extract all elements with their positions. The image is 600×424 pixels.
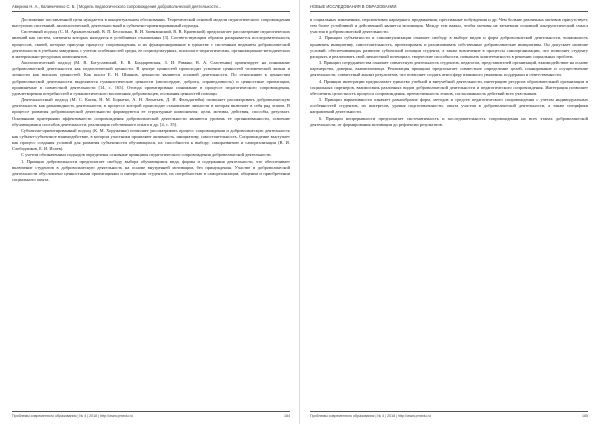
right-footer	[310, 411, 588, 418]
right-paragraph: 4. Принцип интеграции предполагает единство учебной и внеучебной деятельности, интеграцию ресурсов образовательной организации и социальных партнеров, взаимосвязь различных видов добровольческой деятельности и педагогического сопровождения. Интеграция позволяет обеспечить целостность процесса сопровождения, преемственность этапов, согласованность действий всех участников.	[310, 78, 588, 96]
right-footer-journal: Проблемы современного образования | № 4 | 2018 | http://www.pmedu.ru	[310, 414, 431, 418]
left-footer-journal: Проблемы современного образования | № 4 | 2018 | http://www.pmedu.ru	[12, 414, 133, 418]
right-page-number: 185	[582, 414, 588, 418]
right-running-head-text: НОВЫЕ ИССЛЕДОВАНИЯ В ОБРАЗОВАНИИ	[310, 4, 397, 9]
right-body-text	[310, 17, 588, 128]
left-paragraph: Системный подход (С. И. Архангельский, В. П. Беспалько, В. И. Загвязинский, В. В. Краевский) предполагает рассмотрение педагогических явлений как систем, элементы которых находятся в устойчивых отношениях [3]. Соответствующим образом раскрывается последовательность процессов, связей, которые присущи процессу сопровождения, и их функционирование в единстве с системным ведением добровольческой деятельности в учебном заведении, с учетом особенностей среды, ее социокультурных, психолого-педагогических, организационно-методических и материально-ресурсных компонентов.	[12, 29, 290, 59]
right-paragraph: 6. Принцип непрерывности предполагает систематичность и последовательность сопровождения на всех этапах добровольческой деятельности, от формирования мотивации до рефлексии результатов.	[310, 115, 588, 127]
right-paragraph: 5. Принцип вариативности означает разнообразие форм, методов и средств педагогического сопровождения с учетом индивидуальных особенностей студентов, их интересов, уровня подготовленности, опыта участия в добровольческой деятельности, а также специфики направлений деятельности.	[310, 97, 588, 115]
left-page-number: 184	[284, 414, 290, 418]
left-body-text	[12, 17, 290, 183]
left-paragraph: Достижение поставленной цели нуждается в концептуальном обосновании. Теоретической основой модели педагогического сопровождения выступили системный, аксиологический, деятельностный и субъектно-ориентированный подходы.	[12, 17, 290, 29]
left-footer	[12, 411, 290, 418]
right-paragraph: 2. Принцип субъектности и самоактуализации означает свободу в выборе видов и форм добровольческой деятельности, возможность проявлять инициативу, самостоятельность, проектировать и реализовывать собственные добровольческие инициативы. Он допускает наличие условий, обеспечивающих развитие субъектной позиции студента, а также вовлечение в процессы самоорганизации, что позволяет студенту раскрыть и реализовать свой личностный потенциал, творческие способности, повышать компетентность в решении социальных проблем.	[310, 35, 588, 59]
left-running-head	[12, 4, 290, 12]
right-page	[300, 0, 600, 424]
right-paragraph: в социальных изменениях, перспективах карьерного продвижения, престижные побуждения и др. Чем больше различных мотивов присутствует, тем более устойчивой и действенной является мотивация. Между тем важно, чтобы мотивы не затмевали основной альтруистический смысл участия в добровольческой деятельности.	[310, 17, 588, 35]
right-running-head	[310, 4, 588, 12]
left-paragraph: Субъектно-ориентированный подход (К. М. Хоруженко) позволяет рассматривать процесс сопровождения и добровольческую деятельность как субъект-субъектное взаимодействие, в котором участники проявляют активность, инициативу, самостоятельность. Сопровождение выступает как процесс создания условий для развития субъектности обучающихся, их способности к выбору, саморазвитию и самореализации (В. И. Слободчиков, Е. И. Исаев).	[12, 127, 290, 152]
left-paragraph: Деятельностный подход (М. С. Каган, Н. М. Борытко, А. Н. Леонтьев, Д. И. Фельдштейн) позволяет рассматривать добровольческую деятельность как разновидность деятельности, в процессе которой происходит становление личности и которая включает в себя ряд этапов. В процессе развития добровольческой деятельности формируются ее структурные компоненты: цели, мотивы, действия, способы, результат. Основными критериями эффективности сопровождения добровольческой деятельности являются уровень ее организованности, освоение обучающимися способов деятельности, реализация собственного опыта и др. [4, с. 35].	[12, 97, 290, 127]
right-paragraph: 3. Принцип сотрудничества означает совместную деятельность студентов, педагогов, представителей организаций, взаимодействие на основе партнерства, доверия, взаимопомощи. Реализация принципа предполагает совместное определение целей, планирование и осуществление деятельности, совместный анализ результатов, что позволяет создать атмосферу взаимного уважения, поддержки и ответственности.	[310, 60, 588, 78]
left-running-head-text: Аверина Н. А., Калиниченко С. Б. | Модель педагогического сопровождения добровольческой деятельности...	[12, 4, 222, 9]
left-paragraph-principles-intro: С учетом обозначенных подходов определены основные принципы педагогического сопровождения добровольческой деятельности.	[21, 152, 272, 158]
left-paragraph: Аксиологический подход (М. В. Богуславский, Е. В. Бондаревская, З. И. Равкин, В. А. Сластенин) ориентирует на понимание добровольческой деятельности как педагогической ценности. В центре ценностей происходит усвоение ценностей человеческой жизни и личности как высших ценностей. Как писал Е. Н. Шиянов, ценности являются основой деятельности. По отношению к ценностям добровольческой деятельности выделяются гуманистические ценности (милосердие, доброта, справедливость) и ценностные ориентации, проявляемые в совместной деятельности [14, с. 165]. Отсюда ориентировано понимание в процессе педагогического сопровождения, удовлетворения потребностей и гуманистического воспитания добровольцев, осознания ценностей помощи.	[12, 60, 290, 96]
left-paragraph: 1. Принцип добровольности предполагает свободу выбора обучающимся вида, формы и содержания деятельности, что обеспечивает включение студентов в добровольческую деятельность на основе внутренней мотивации, без принуждения. Участие в добровольческой деятельности обусловлено ценностными ориентациями и интересами студентов, их потребностью в самореализации, общении и приобретении социального опыта.	[12, 158, 290, 183]
